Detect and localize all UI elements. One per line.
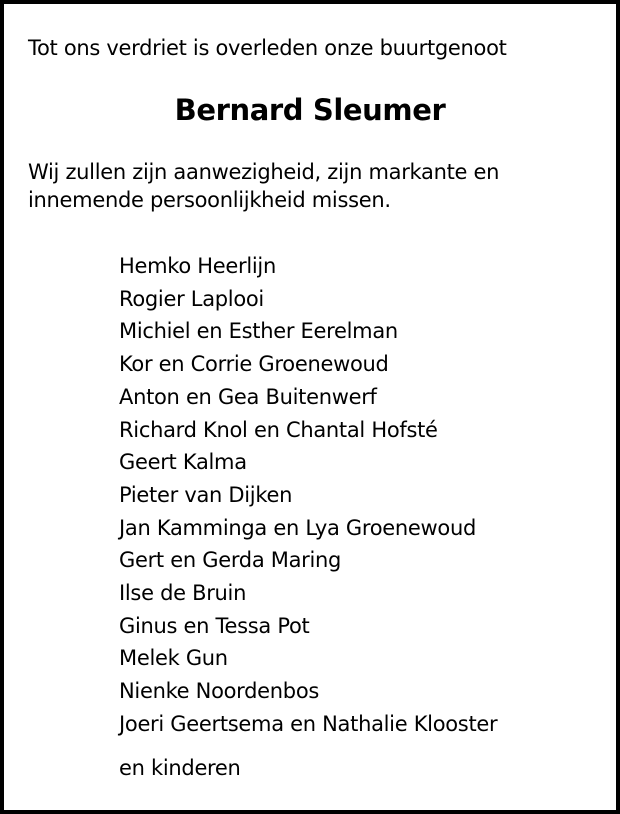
deceased-name: Bernard Sleumer — [174, 93, 446, 127]
signer-name: Hemko Heerlijn — [119, 254, 276, 278]
signer-name: Ginus en Tessa Pot — [119, 613, 310, 638]
signer-name: Melek Gun — [119, 646, 228, 671]
signer-name: Rogier Laplooi — [119, 286, 264, 311]
signer-name: Nienke Noordenbos — [119, 679, 320, 704]
signer-name: Anton en Gea Buitenwerf — [119, 384, 377, 409]
signer-name: Jan Kamminga en Lya Groenewoud — [119, 515, 477, 540]
signer-name: Michiel en Esther Eerelman — [119, 319, 398, 344]
condolence-message — [28, 158, 598, 214]
message-line: innemende persoonlijkheid missen. — [28, 188, 391, 212]
signer-name: Kor en Corrie Groenewoud — [119, 352, 389, 377]
signer-name: Joeri Geertsema en Nathalie Klooster — [119, 711, 498, 736]
signer-name: Richard Knol en Chantal Hofsté — [119, 417, 438, 442]
message-line: Wij zullen zijn aanwezigheid, zijn markante en — [28, 160, 500, 184]
signer-name: Geert Kalma — [119, 450, 247, 475]
signer-name: Pieter van Dijken — [119, 482, 293, 507]
closing-text: en kinderen — [119, 756, 241, 780]
signer-name: Gert en Gerda Maring — [119, 548, 342, 573]
signer-name: Ilse de Bruin — [119, 581, 247, 606]
signers-list — [119, 250, 497, 741]
intro-text: Tot ons verdriet is overleden onze buurtgenoot — [28, 36, 507, 60]
